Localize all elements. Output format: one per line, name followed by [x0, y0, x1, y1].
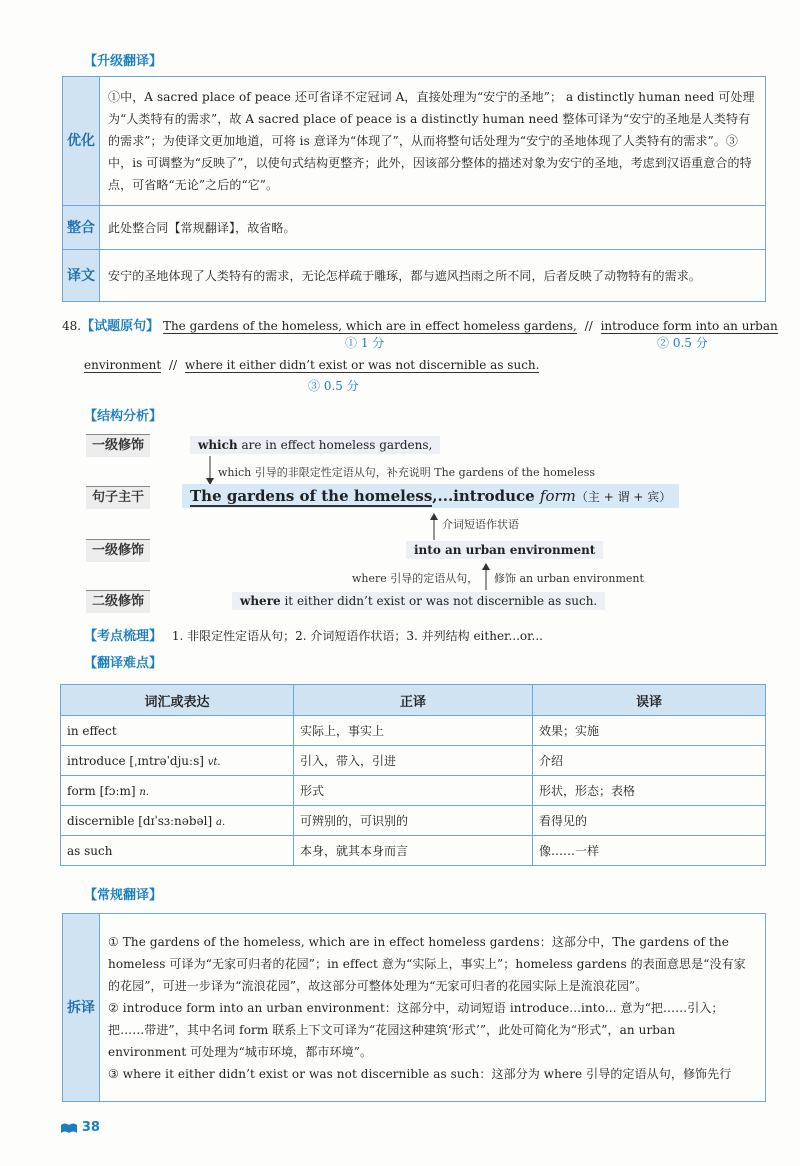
- col-header-term: 词汇或表达: [61, 685, 294, 716]
- integrate-text: 此处整合同【常规翻译】，故省略。: [100, 206, 766, 250]
- segment-separator: //: [584, 319, 593, 333]
- term-cell: discernible [dɪˈsɜːnəbəl] a.: [61, 806, 294, 836]
- question-line-1: [62, 315, 778, 334]
- wrong-cell: 效果；实施: [533, 716, 766, 746]
- arrow-up-icon: [480, 562, 492, 590]
- regular-paragraph-1: ① The gardens of the homeless, which are in effect homeless gardens：这部分中，The gardens of the homeless 可译为“无家可归者的花园”；in effect 意为“实际上，事实上”；homeless gardens 的表面意思是“没有家的花园”，可进一步译为“流浪花园”，故这部分可整体处理为“无家可归者的花园实际上是流浪花园”。: [108, 934, 746, 993]
- row-head-translation: 译文: [63, 250, 100, 302]
- points-line: [84, 625, 543, 644]
- wrong-cell: 介绍: [533, 746, 766, 776]
- section-label-upgrade: 【升级翻译】: [84, 54, 163, 69]
- table-row: [61, 776, 766, 806]
- score-1: ① 1 分: [345, 336, 385, 350]
- points-text: 1. 非限定性定语从句；2. 介词短语作状语；3. 并列结构 either...or...: [171, 629, 543, 643]
- wrong-cell: 像……一样: [533, 836, 766, 866]
- row-head-optimize: 优化: [63, 77, 100, 206]
- vocab-table: [60, 684, 766, 866]
- which-note: which 引导的非限定性定语从句，补充说明 The gardens of the homeless: [218, 466, 595, 479]
- regular-body: [100, 914, 766, 1102]
- table-row: [61, 746, 766, 776]
- correct-cell: 本身，就其本身而言: [294, 836, 533, 866]
- section-label-question: 【试题原句】: [81, 319, 160, 334]
- score-2: ② 0.5 分: [657, 336, 708, 350]
- table-row: [61, 836, 766, 866]
- section-label-points: 【考点梳理】: [84, 629, 163, 644]
- level-label-first-modifier: 一级修饰: [86, 539, 150, 562]
- where-note-a: where 引导的定语从句，: [352, 572, 479, 585]
- question-segment-2-cont: environment: [84, 358, 162, 372]
- row-head-integrate: 整合: [63, 206, 100, 250]
- level-label-second-modifier: 二级修饰: [86, 590, 150, 613]
- score-3: ③ 0.5 分: [308, 379, 359, 393]
- level-label-first-modifier: 一级修饰: [86, 434, 150, 457]
- page-number: 38: [81, 1120, 100, 1135]
- question-segment-1: The gardens of the homeless, which are in effect homeless gardens,: [162, 319, 577, 333]
- term-cell: introduce [ˌɪntrəˈdjuːs] vt.: [61, 746, 294, 776]
- main-clause: The gardens of the homeless,...introduce form（主 + 谓 + 宾）: [182, 484, 679, 508]
- prep-phrase: into an urban environment: [406, 541, 603, 559]
- correct-cell: 形式: [294, 776, 533, 806]
- question-segment-3: where it either didn’t exist or was not discernible as such.: [184, 358, 540, 372]
- optimize-text: ①中，A sacred place of peace 还可省译不定冠词 A，直接处理为“安宁的圣地”； a distinctly human need 可处理为“人类特有的需求”，故 A sacred place of peace is a distinctly human need 整体可译为“安宁的圣地是人类特有的需求”；为使译文更加地道，可将 is 意译为“体现了”，从而将整句话处理为“安宁的圣地体现了人类特有的需求”。③中，is 可调整为“反映了”，以使句式结构更整齐；此外，因该部分整体的描述对象为安宁的圣地，考虑到汉语重意合的特点，可省略“无论”之后的“它”。: [100, 77, 766, 206]
- where-clause: where it either didn’t exist or was not discernible as such.: [232, 592, 605, 610]
- section-label-regular: 【常规翻译】: [84, 888, 163, 903]
- level-label-main-clause: 句子主干: [86, 486, 150, 509]
- wrong-cell: 看得见的: [533, 806, 766, 836]
- page-footer: [60, 1120, 100, 1135]
- table-row: [61, 806, 766, 836]
- translation-text: 安宁的圣地体现了人类特有的需求，无论怎样疏于雕琢，都与遮风挡雨之所不同，后者反映了动物特有的需求。: [100, 250, 766, 302]
- regular-paragraph-2: ② introduce form into an urban environment：这部分中，动词短语 introduce...into... 意为“把……引入；把……带进”，其中名词 form 联系上下文可译为“花园这种建筑‘形式’”，此处可简化为“形式”，an urban environment 可处理为“城市环境，都市环境”。: [108, 1000, 724, 1059]
- which-clause: which are in effect homeless gardens,: [190, 436, 440, 454]
- where-note-b: 修饰 an urban environment: [494, 572, 644, 585]
- section-label-difficulty: 【翻译难点】: [84, 656, 163, 671]
- question-line-2: [84, 358, 539, 372]
- correct-cell: 实际上，事实上: [294, 716, 533, 746]
- col-header-correct: 正译: [294, 685, 533, 716]
- wrong-cell: 形状，形态；表格: [533, 776, 766, 806]
- term-cell: in effect: [61, 716, 294, 746]
- segment-separator: //: [169, 358, 178, 372]
- upgrade-table: [62, 76, 766, 302]
- regular-table: [62, 913, 766, 1102]
- correct-cell: 可辨别的，可识别的: [294, 806, 533, 836]
- col-header-wrong: 误译: [533, 685, 766, 716]
- book-icon: [60, 1122, 78, 1134]
- table-row: [61, 716, 766, 746]
- arrow-down-icon: [204, 456, 216, 486]
- section-label-structure: 【结构分析】: [84, 409, 163, 424]
- prep-note: 介词短语作状语: [442, 518, 519, 531]
- question-segment-2: introduce form into an urban: [600, 319, 778, 333]
- regular-paragraph-3: ③ where it either didn’t exist or was not discernible as such：这部分为 where 引导的定语从句，修饰先行: [108, 1066, 732, 1081]
- term-cell: as such: [61, 836, 294, 866]
- term-cell: form [fɔːm] n.: [61, 776, 294, 806]
- correct-cell: 引入，带入，引进: [294, 746, 533, 776]
- row-head-split: 拆译: [63, 914, 100, 1102]
- arrow-up-icon: [428, 512, 440, 540]
- question-number: 48.: [62, 319, 82, 333]
